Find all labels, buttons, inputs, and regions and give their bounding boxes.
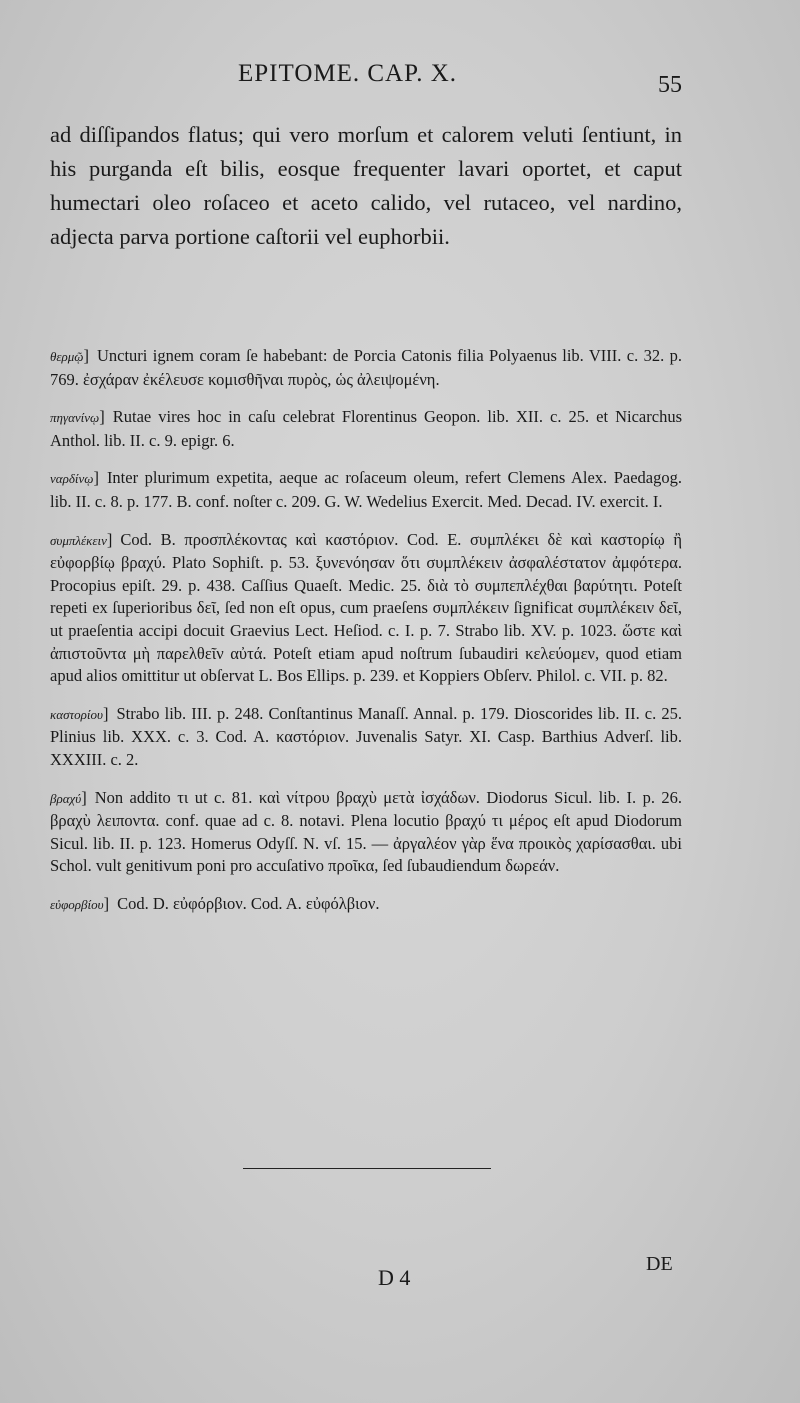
running-title: EPITOME. CAP. X.: [238, 60, 458, 87]
footnotes: [50, 345, 682, 931]
footer-rule: [243, 1168, 491, 1169]
footnote: καστορίου] Strabo lib. III. p. 248. Conſtantinus Manaſſ. Annal. p. 179. Dioscorides lib. II. c. 25. Plinius lib. XXX. c. 3. Cod. A. καστόριον. Juvenalis Satyr. XI. Casp. Barthius Adverſ. lib. XXXIII. c. 2.: [50, 703, 682, 769]
note-text: Strabo lib. III. p. 248. Conſtantinus Manaſſ. Annal. p. 179. Dioscorides lib. II. c. 25. Plinius lib. XXX. c. 3. Cod. A. καστόριον. Juvenalis Satyr. XI. Casp. Barthius Adverſ. lib. XXXIII. c. 2.: [50, 703, 682, 769]
footnote: βραχύ] Non addito τι ut c. 81. καὶ νίτρου βραχὺ μετὰ ἰσχάδων. Diodorus Sicul. lib. I. p. 26. βραχὺ λειποντα. conf. quae ad c. 8. notavi. Plena locutio βραχύ τι μέρος eſt apud Diodorum Sicul. lib. II. p. 123. Homerus Odyſſ. N. vſ. 15. — ἀργαλέον γὰρ ἕνα προικὸς χαρίσασθαι. ubi Schol. vult genitivum poni pro accuſativo προῖκα, ſed ſubaudiendum δωρεάν.: [50, 787, 682, 876]
footnote: εὐφορβίου] Cod. D. εὐφόρβιον. Cod. A. εὐφόλβιον.: [50, 893, 380, 913]
note-lemma: καστορίου: [50, 706, 103, 722]
signature-mark: D 4: [378, 1265, 411, 1290]
catchword: DE: [646, 1253, 673, 1275]
note-lemma: συμπλέκειν: [50, 532, 107, 548]
note-lemma: βραχύ: [50, 790, 82, 806]
main-text: ad diſſipandos flatus; qui vero morſum et calorem veluti ſentiunt, in his purganda eſt bilis, eosque frequenter lavari oportet, et caput humectari oleo roſaceo et aceto calido, vel rutaceo, vel nardino, adjecta parva portione caſtorii vel euphorbii.: [50, 122, 682, 249]
note-text: Rutae vires hoc in caſu celebrat Florentinus Geopon. lib. XII. c. 25. et Nicarchus Anthol. lib. II. c. 9. epigr. 6.: [50, 407, 682, 450]
note-lemma: εὐφορβίου: [50, 896, 104, 912]
footnote: θερμῷ] Uncturi ignem coram ſe habebant: de Porcia Catonis filia Polyaenus lib. VIII. c. 32. p. 769. ἐσχάραν ἐκέλευσε κομισθῆναι πυρὸς, ὡς ἀλειψομένη.: [50, 346, 682, 389]
footnote: ναρδίνῳ] Inter plurimum expetita, aeque ac roſaceum oleum, refert Clemens Alex. Paedagog. lib. II. c. 8. p. 177. B. conf. noſter c. 209. G. W. Wedelius Exercit. Med. Decad. IV. exercit. I.: [50, 468, 682, 511]
note-text: Uncturi ignem coram ſe habebant: de Porcia Catonis filia Polyaenus lib. VIII. c. 32. p. 769. ἐσχάραν ἐκέλευσε κομισθῆναι πυρὸς, ὡς ἀλειψομένη.: [50, 346, 682, 389]
page-number: 55: [658, 72, 682, 98]
footnote: συμπλέκειν] Cod. B. προσπλέκοντας καὶ καστόριον. Cod. E. συμπλέκει δὲ καὶ καστορίῳ ἢ εὐφορβίῳ βραχύ. Plato Sophiſt. p. 53. ξυνενόησαν ὅτι συμπλέκειν ἀσφαλέστατον ἀμφότερα. Procopius epiſt. 29. p. 438. Caſſius Quaeſt. Medic. 25. διὰ τὸ συμπεπλέχθαι βαρύτητι. Poteſt repeti ex ſuperioribus δεῖ, ſed non eſt opus, cum praeſens συμπλέκειν ſignificat συμπλέκειν δεῖ, ut praeſentia accipi docuit Graevius Lect. Heſiod. c. I. p. 7. Strabo lib. XV. p. 1023. ὥστε καὶ ἀπιστοῦντα μὴ παρελθεῖν αὐτά. Poteſt etiam apud noſtrum ſubaudiri κελεύομεν, quod etiam apud alios omittitur ut obſervat L. Bos Ellips. p. 239. et Koppiers Obſerv. Philol. c. VII. p. 82.: [50, 529, 682, 686]
note-text: Inter plurimum expetita, aeque ac roſaceum oleum, refert Clemens Alex. Paedagog. lib. II. c. 8. p. 177. B. conf. noſter c. 209. G. W. Wedelius Exercit. Med. Decad. IV. exercit. I.: [50, 468, 682, 511]
note-text: Cod. D. εὐφόρβιον. Cod. A. εὐφόλβιον.: [117, 893, 380, 913]
note-text: Non addito τι ut c. 81. καὶ νίτρου βραχὺ μετὰ ἰσχάδων. Diodorus Sicul. lib. I. p. 26. βραχὺ λειποντα. conf. quae ad c. 8. notavi. Plena locutio βραχύ τι μέρος eſt apud Diodorum Sicul. lib. II. p. 123. Homerus Odyſſ. N. vſ. 15. — ἀργαλέον γὰρ ἕνα προικὸς χαρίσασθαι. ubi Schol. vult genitivum poni pro accuſativo προῖκα, ſed ſubaudiendum δωρεάν.: [50, 787, 682, 876]
note-lemma: πηγανίνῳ: [50, 410, 100, 426]
note-lemma: θερμῷ: [50, 349, 84, 364]
note-text: Cod. B. προσπλέκοντας καὶ καστόριον. Cod. E. συμπλέκει δὲ καὶ καστορίῳ ἢ εὐφορβίῳ βραχύ. Plato Sophiſt. p. 53. ξυνενόησαν ὅτι συμπλέκειν ἀσφαλέστατον ἀμφότερα. Procopius epiſt. 29. p. 438. Caſſius Quaeſt. Medic. 25. διὰ τὸ συμπεπλέχθαι βαρύτητι. Poteſt repeti ex ſuperioribus δεῖ, ſed non eſt opus, cum praeſens συμπλέκειν ſignificat συμπλέκειν δεῖ, ut praeſentia accipi docuit Graevius Lect. Heſiod. c. I. p. 7. Strabo lib. XV. p. 1023. ὥστε καὶ ἀπιστοῦντα μὴ παρελθεῖν αὐτά. Poteſt etiam apud noſtrum ſubaudiri κελεύομεν, quod etiam apud alios omittitur ut obſervat L. Bos Ellips. p. 239. et Koppiers Obſerv. Philol. c. VII. p. 82.: [50, 529, 682, 686]
running-head: [0, 60, 800, 100]
note-lemma: ναρδίνῳ: [50, 471, 94, 487]
footnote: πηγανίνῳ] Rutae vires hoc in caſu celebrat Florentinus Geopon. lib. XII. c. 25. et Nicarchus Anthol. lib. II. c. 9. epigr. 6.: [50, 407, 682, 450]
